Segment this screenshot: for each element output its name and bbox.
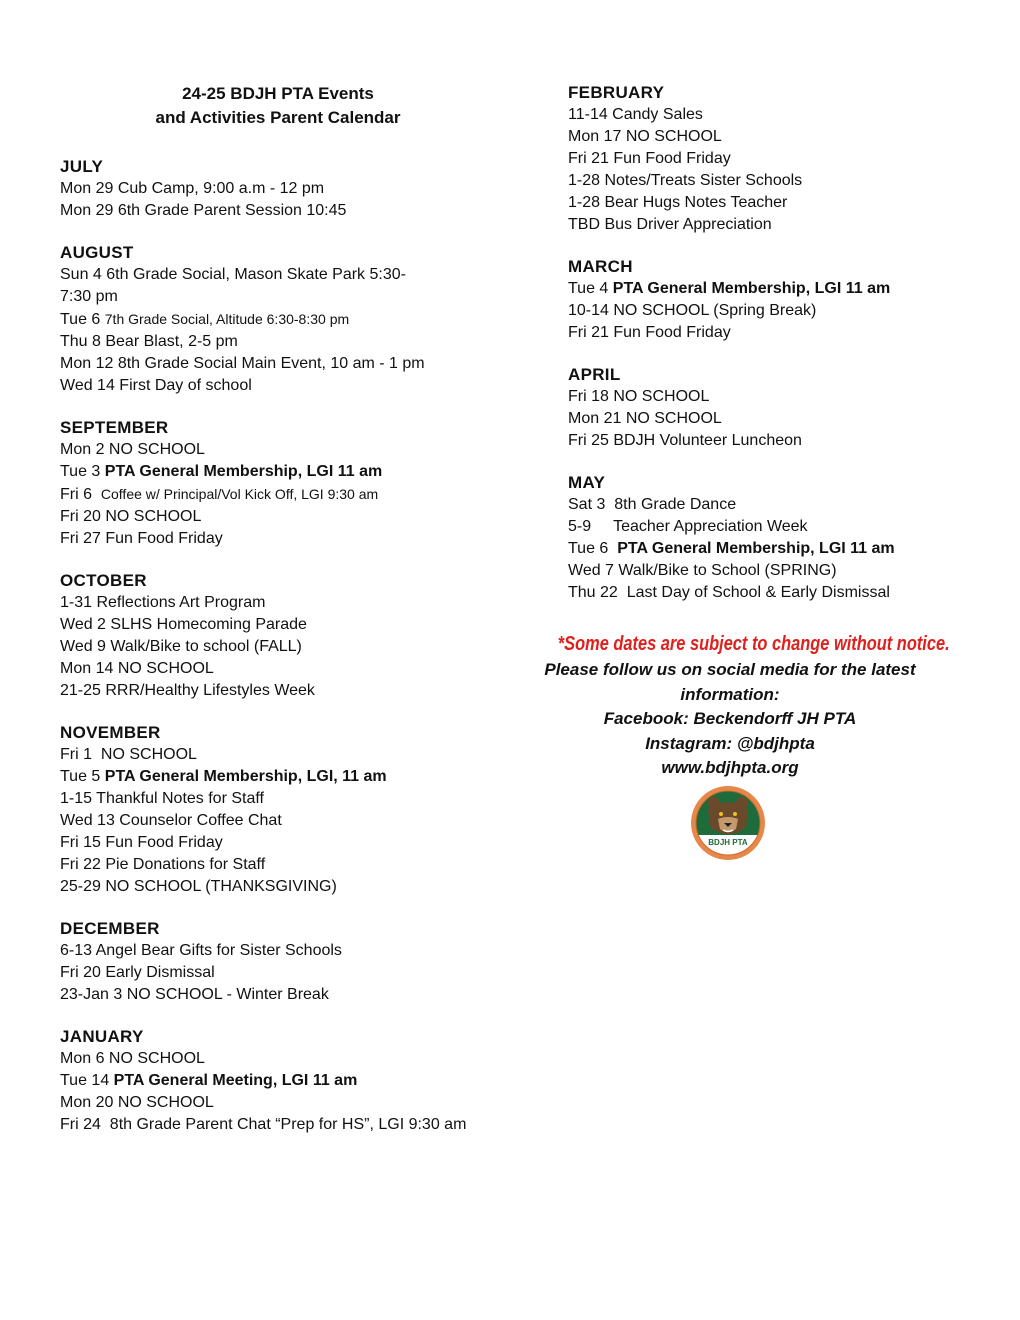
event-item (60, 439, 500, 461)
event-item (568, 430, 998, 452)
month-heading: APRIL (568, 365, 621, 384)
event-text: Thu 22 Last Day of School & Early Dismissal (568, 584, 890, 601)
month-heading: DECEMBER (60, 919, 160, 938)
event-highlight: PTA General Membership, LGI 11 am (104, 463, 383, 480)
event-text: 10-14 NO SCHOOL (Spring Break) (568, 302, 817, 319)
event-item (568, 214, 998, 236)
event-item (60, 788, 500, 810)
event-item (568, 192, 998, 214)
event-text: Fri 20 NO SCHOOL (60, 508, 202, 525)
month-heading: AUGUST (60, 243, 134, 262)
event-item (60, 1048, 500, 1070)
event-item (60, 744, 500, 766)
event-text: Mon 29 Cub Camp, 9:00 a.m - 12 pm (60, 180, 325, 197)
title-line-2: and Activities Parent Calendar (155, 108, 401, 127)
month-heading: MAY (568, 473, 606, 492)
event-item (60, 1070, 500, 1092)
event-text: Fri 18 NO SCHOOL (568, 388, 710, 405)
notice-block (520, 630, 950, 781)
month-heading: FEBRUARY (568, 83, 665, 102)
event-item (60, 810, 500, 832)
event-item (60, 658, 500, 680)
event-text: Mon 14 NO SCHOOL (60, 660, 214, 677)
event-text: Tue 3 (60, 463, 105, 480)
event-highlight: PTA General Membership, LGI, 11 am (104, 768, 387, 785)
event-item (568, 322, 998, 344)
event-text: Mon 17 NO SCHOOL (568, 128, 722, 145)
event-item (60, 1114, 500, 1136)
event-text: Sun 4 6th Grade Social, Mason Skate Park 5:30-7:30 pm (60, 266, 406, 305)
month-heading: JULY (60, 157, 104, 176)
event-item (568, 170, 998, 192)
event-text: Tue 5 (60, 768, 105, 785)
event-text: Mon 20 NO SCHOOL (60, 1094, 214, 1111)
event-item (60, 483, 500, 506)
event-item (568, 516, 998, 538)
event-item (568, 148, 998, 170)
follow-line-2: information: (680, 684, 780, 704)
month-heading: OCTOBER (60, 571, 147, 590)
event-text: Tue 14 (60, 1072, 114, 1089)
event-item (60, 200, 500, 222)
event-text: Wed 14 First Day of school (60, 377, 252, 394)
event-text: 1-15 Thankful Notes for Staff (60, 790, 264, 807)
event-text: 1-31 Reflections Art Program (60, 594, 266, 611)
event-item (568, 494, 998, 516)
event-item (60, 264, 430, 308)
event-text: Wed 13 Counselor Coffee Chat (60, 812, 282, 829)
event-item (568, 104, 998, 126)
event-item (60, 592, 500, 614)
event-text: 5-9 Teacher Appreciation Week (568, 518, 808, 535)
event-item (568, 300, 998, 322)
event-text: Fri 21 Fun Food Friday (568, 324, 731, 341)
event-text: Fri 22 Pie Donations for Staff (60, 856, 266, 873)
event-item (568, 386, 998, 408)
event-item (568, 126, 998, 148)
event-text: 7th Grade Social, Altitude 6:30-8:30 pm (104, 311, 350, 327)
event-text: Fri 25 BDJH Volunteer Luncheon (568, 432, 802, 449)
change-warning: *Some dates are subject to change without notice. (557, 633, 950, 655)
pta-logo (690, 785, 766, 861)
month-section-january (60, 1026, 500, 1136)
month-heading: JANUARY (60, 1027, 144, 1046)
event-highlight: PTA General Membership, LGI 11 am (612, 280, 891, 297)
event-text: Tue 6 (60, 311, 105, 328)
event-item (60, 375, 500, 397)
event-text: Fri 20 Early Dismissal (60, 964, 215, 981)
right-column (568, 82, 998, 624)
facebook-link[interactable]: Facebook: Beckendorff JH PTA (603, 709, 857, 728)
event-highlight: PTA General Meeting, LGI 11 am (113, 1072, 358, 1089)
bear-head-icon (690, 785, 766, 861)
month-section-december (60, 918, 500, 1006)
event-text: 1-28 Notes/Treats Sister Schools (568, 172, 803, 189)
month-section-april (568, 364, 998, 452)
event-text: Coffee w/ Principal/Vol Kick Off, LGI 9:30 am (100, 486, 379, 502)
event-item (568, 538, 998, 560)
event-text: Tue 4 (568, 280, 613, 297)
event-text: Wed 7 Walk/Bike to School (SPRING) (568, 562, 837, 579)
event-text: Fri 1 NO SCHOOL (60, 746, 197, 763)
logo-text: BDJH PTA (708, 838, 748, 847)
title-line-1: 24-25 BDJH PTA Events (182, 84, 374, 103)
event-item (568, 408, 998, 430)
event-item (60, 832, 500, 854)
event-text: Mon 21 NO SCHOOL (568, 410, 722, 427)
event-text: Wed 9 Walk/Bike to school (FALL) (60, 638, 302, 655)
event-text: 25-29 NO SCHOOL (THANKSGIVING) (60, 878, 337, 895)
month-section-august (60, 242, 500, 397)
left-column (60, 156, 500, 1156)
follow-line-1: Please follow us on social media for the latest (544, 660, 916, 679)
month-section-july (60, 156, 500, 222)
month-heading: MARCH (568, 257, 633, 276)
event-text: Tue 6 (568, 540, 618, 557)
event-item (60, 940, 500, 962)
event-text: Sat 3 8th Grade Dance (568, 496, 737, 513)
event-item (60, 854, 500, 876)
month-section-may (568, 472, 998, 604)
event-item (568, 278, 998, 300)
event-item (568, 560, 998, 582)
month-heading: SEPTEMBER (60, 418, 169, 437)
event-item (60, 962, 500, 984)
event-item (60, 331, 500, 353)
event-item (60, 528, 500, 550)
event-item (60, 353, 430, 375)
event-item (60, 984, 500, 1006)
event-text: 6-13 Angel Bear Gifts for Sister Schools (60, 942, 342, 959)
website-link[interactable]: www.bdjhpta.org (661, 758, 799, 777)
event-item (60, 614, 500, 636)
instagram-link[interactable]: Instagram: @bdjhpta (645, 733, 815, 753)
event-text: Thu 8 Bear Blast, 2-5 pm (60, 333, 238, 350)
event-item (60, 461, 500, 483)
month-section-february (568, 82, 998, 236)
event-text: Fri 27 Fun Food Friday (60, 530, 223, 547)
event-item (60, 766, 500, 788)
event-text: 21-25 RRR/Healthy Lifestyles Week (60, 682, 315, 699)
event-item (60, 680, 500, 702)
month-section-september (60, 417, 500, 550)
event-text: Fri 15 Fun Food Friday (60, 834, 223, 851)
event-item (60, 178, 500, 200)
event-item (60, 636, 500, 658)
event-highlight: PTA General Membership, LGI 11 am (617, 540, 895, 557)
event-item (60, 506, 500, 528)
month-section-march (568, 256, 998, 344)
event-text: Fri 21 Fun Food Friday (568, 150, 731, 167)
event-text: Mon 2 NO SCHOOL (60, 441, 205, 458)
event-item (60, 308, 500, 331)
event-text: 23-Jan 3 NO SCHOOL - Winter Break (60, 986, 329, 1003)
event-text: Wed 2 SLHS Homecoming Parade (60, 616, 307, 633)
event-item (568, 582, 998, 604)
event-text: Fri 24 8th Grade Parent Chat “Prep for HS”, LGI 9:30 am (60, 1116, 467, 1133)
month-section-november (60, 722, 500, 898)
event-text: Fri 6 (60, 486, 101, 503)
event-text: Mon 6 NO SCHOOL (60, 1050, 205, 1067)
event-item (60, 876, 500, 898)
page-title (100, 82, 456, 130)
event-text: TBD Bus Driver Appreciation (568, 216, 772, 233)
event-text: 11-14 Candy Sales (568, 106, 703, 123)
month-section-october (60, 570, 500, 702)
month-heading: NOVEMBER (60, 723, 161, 742)
event-text: Mon 12 8th Grade Social Main Event, 10 am - 1 pm (60, 355, 425, 372)
event-text: 1-28 Bear Hugs Notes Teacher (568, 194, 788, 211)
event-item (60, 1092, 500, 1114)
event-text: Mon 29 6th Grade Parent Session 10:45 (60, 202, 347, 219)
